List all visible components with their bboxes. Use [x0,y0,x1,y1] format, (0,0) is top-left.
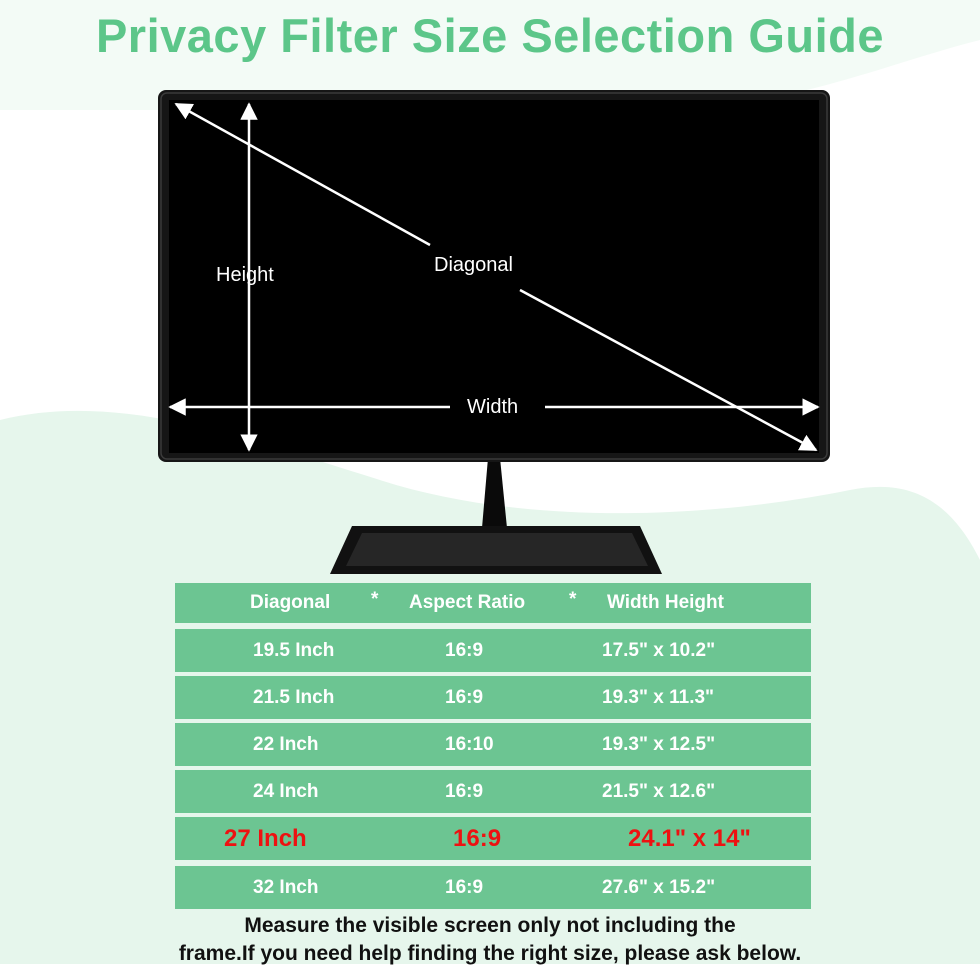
header-aspect-ratio: Aspect Ratio [409,592,526,613]
table-row [175,629,811,672]
row-aspect-ratio: 16:9 [445,877,484,898]
row-size: 24.1" x 14" [628,825,751,852]
row-size: 27.6" x 15.2" [602,877,716,898]
row-diagonal: 32 Inch [253,877,319,898]
row-diagonal: 24 Inch [253,781,319,802]
height-label: Height [216,264,274,286]
header-diagonal: Diagonal [250,592,331,613]
row-aspect-ratio: 16:9 [445,640,484,661]
table-row [175,770,811,813]
header-separator: * [371,589,379,610]
row-diagonal: 19.5 Inch [253,640,335,661]
row-size: 21.5" x 12.6" [602,781,716,802]
footer-note-line-1: Measure the visible screen only not including the [244,914,736,937]
row-size: 19.3" x 12.5" [602,734,716,755]
row-aspect-ratio: 16:9 [445,687,484,708]
table-row [175,866,811,909]
row-size: 19.3" x 11.3" [602,687,715,708]
table-row-highlighted [175,817,811,860]
row-size: 17.5" x 10.2" [602,640,716,661]
width-label: Width [467,396,519,418]
row-diagonal: 22 Inch [253,734,319,755]
footer-note-line-2: frame.If you need help finding the right size, please ask below. [178,942,802,965]
header-width-height: Width Height [607,592,724,613]
row-diagonal: 21.5 Inch [253,687,335,708]
row-aspect-ratio: 16:9 [453,825,502,852]
table-row [175,676,811,719]
table-row [175,723,811,766]
row-aspect-ratio: 16:10 [445,734,494,755]
row-aspect-ratio: 16:9 [445,781,484,802]
page-title: Privacy Filter Size Selection Guide [95,9,885,62]
table-header [175,583,811,623]
row-diagonal: 27 Inch [224,825,307,852]
monitor-stand-neck [482,458,507,528]
header-separator: * [569,589,577,610]
diagonal-label: Diagonal [434,254,513,276]
